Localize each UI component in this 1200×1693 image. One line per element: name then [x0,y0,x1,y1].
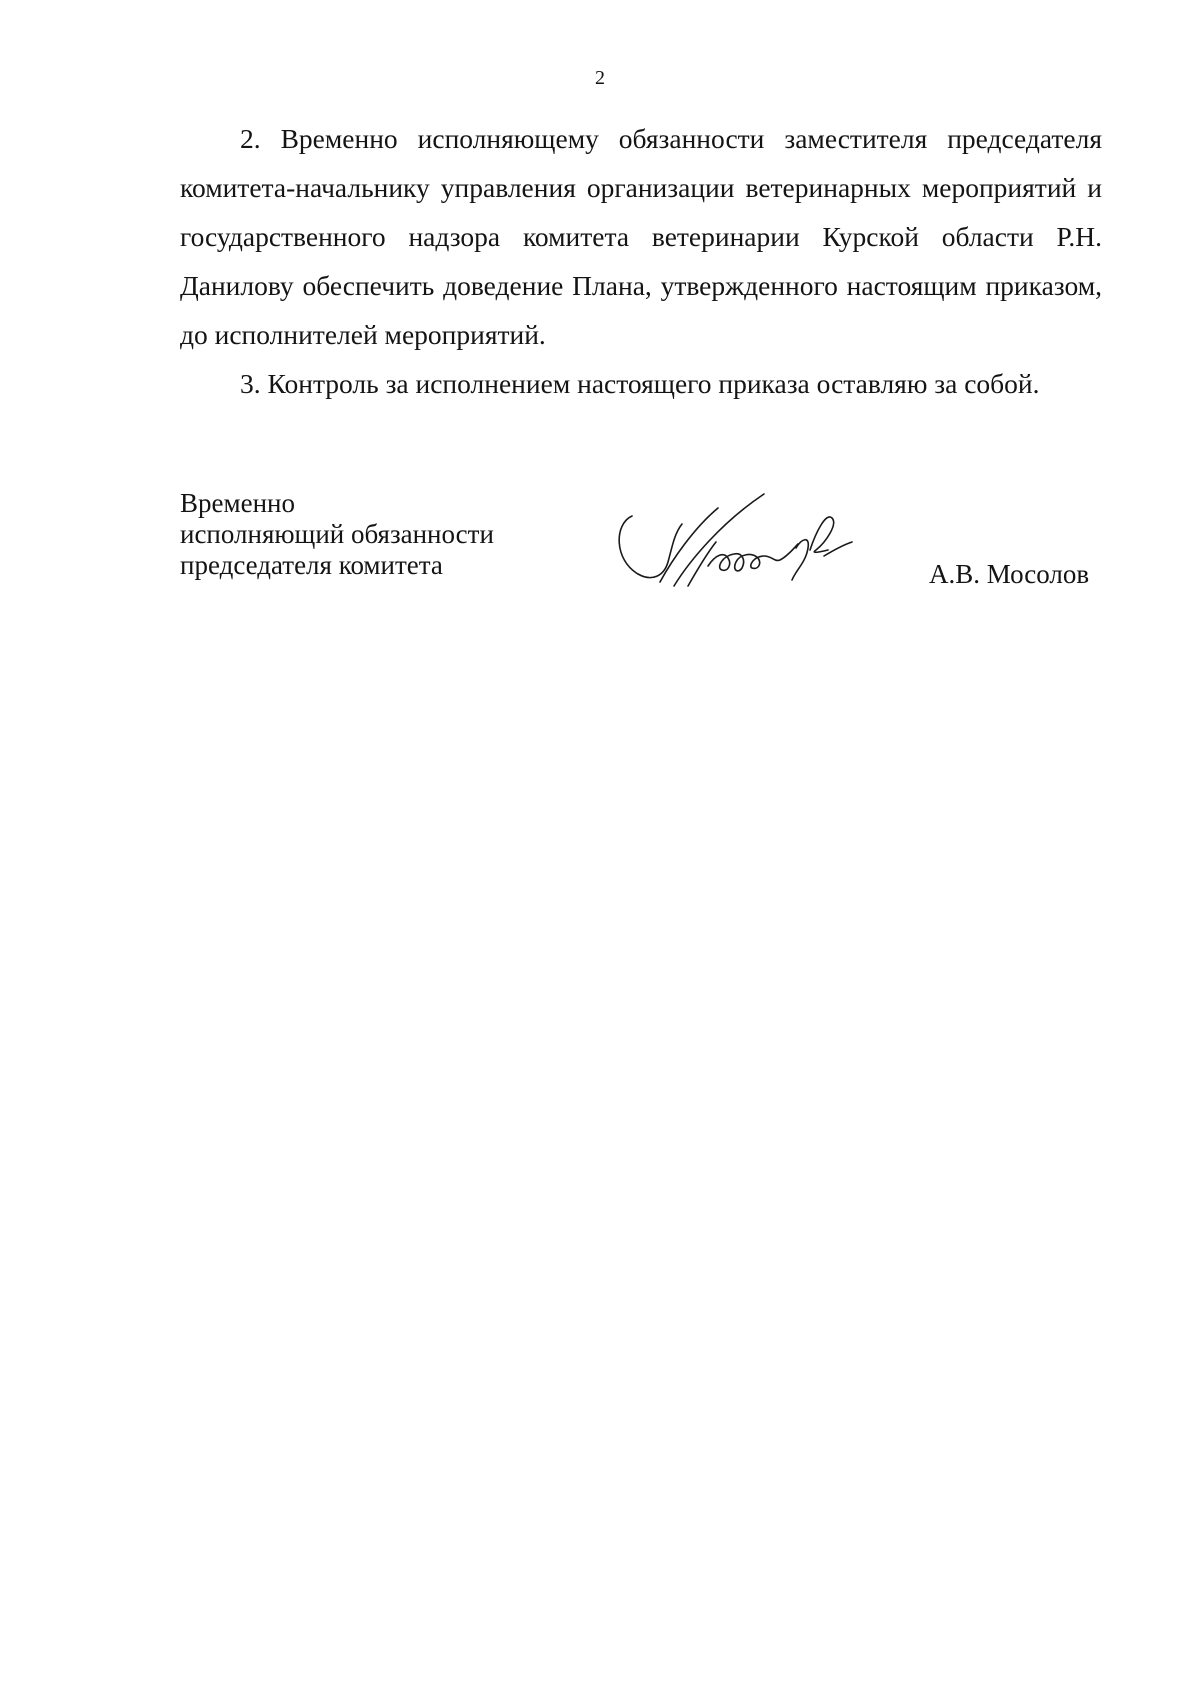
page-number: 2 [595,67,605,89]
signatory-title-line: Временно [180,488,295,518]
signer-name: А.В. Мосолов [929,559,1090,589]
signatory-title-line: исполняющий обязанности [180,519,494,549]
handwritten-signature [612,490,876,600]
signatory-title-line: председателя комитета [180,550,443,580]
document-body [180,114,1102,408]
paragraph-2: 2. Временно исполняющему обязанности заместителя председателя комитета-начальнику управления организации ветеринарных мероприятий и государственного надзора комитета ветеринарии Курской области Р.Н. Данилову обеспечить доведение Плана, утвержденного настоящим приказом, до исполнителей мероприятий. [180,123,1102,350]
paragraph-3: 3. Контроль за исполнением настоящего приказа оставляю за собой. [240,368,1040,399]
signatory-title [180,488,494,581]
